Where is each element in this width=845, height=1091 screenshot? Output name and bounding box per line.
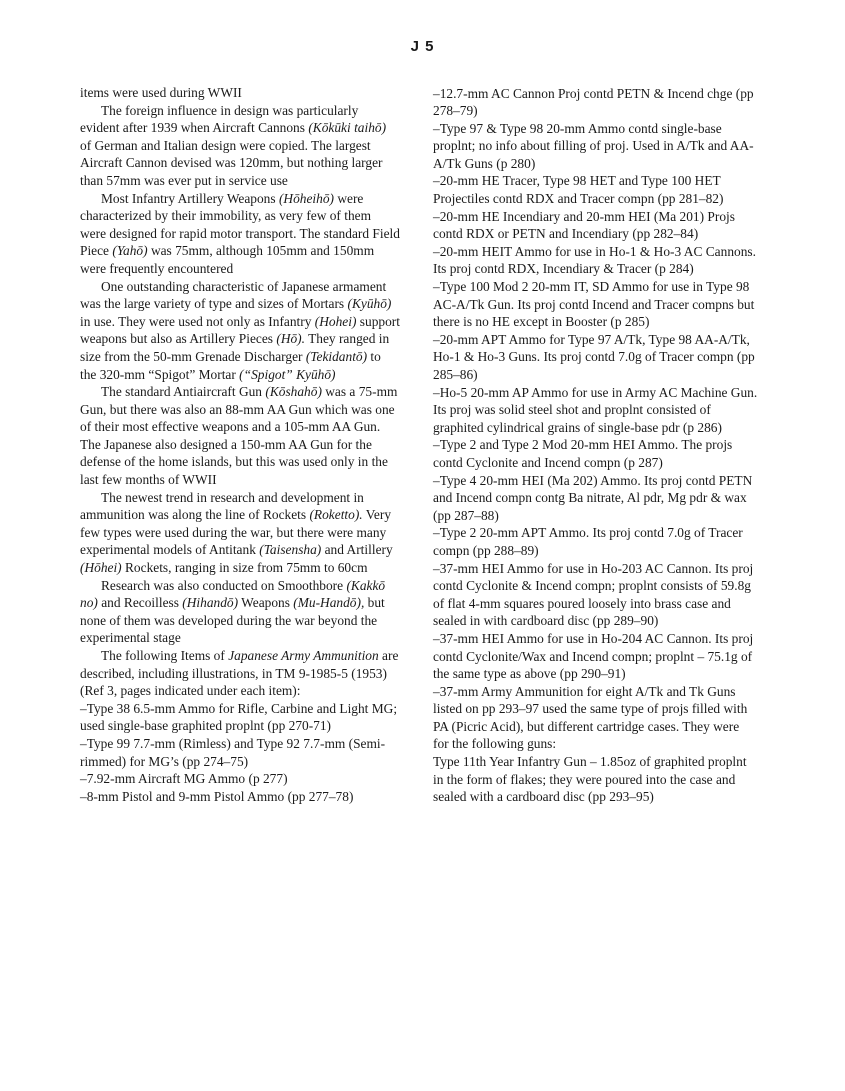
text-run: Research was also conducted on Smoothbore bbox=[101, 577, 347, 593]
text-run: in use. They were used not only as Infantry bbox=[80, 313, 315, 329]
italic-term: (Kōkūki taihō) bbox=[308, 120, 387, 136]
text-run: The following Items of bbox=[101, 648, 229, 663]
text-run: Type 11th Year Infantry Gun – 1.85oz of graphited proplnt in the form of flakes; they were poured into the case and sealed with a cardboard disc (pp 293–95) bbox=[433, 754, 747, 805]
italic-term: (Hōhei) bbox=[80, 560, 122, 576]
body-paragraph bbox=[80, 700, 400, 735]
italic-term: (Roketto). bbox=[309, 507, 363, 523]
text-run: support weapons but also as Artillery Pieces bbox=[80, 313, 400, 347]
italic-term: (Hō). bbox=[276, 331, 305, 347]
text-run: –20-mm APT Ammo for Type 97 A/Tk, Type 98 AA-A/Tk, Ho-1 & Ho-3 Guns. Its proj contd 7.0g of Tracer compn (pp 285–86) bbox=[433, 331, 755, 382]
text-run: Weapons bbox=[238, 595, 294, 611]
ammo-list-item bbox=[433, 436, 758, 471]
text-run: and Artillery bbox=[321, 542, 393, 558]
italic-term: (Yahō) bbox=[112, 243, 148, 259]
text-run: was a 75-mm Gun, but there was also an 88-mm AA Gun which was one of their most effective weapons and a 105-mm AA Gun. The Japanese also designed a 150-mm AA Gun for the defense of the home islands, but this was used only in the last few months of WWII bbox=[80, 384, 398, 488]
text-run: Rockets, ranging in size from 75mm to 60cm bbox=[121, 560, 368, 576]
italic-term: (Hōheihō) bbox=[278, 190, 334, 206]
italic-term: (Hohei) bbox=[314, 313, 357, 329]
body-paragraph bbox=[80, 647, 400, 700]
body-paragraph bbox=[80, 788, 400, 806]
text-run: –37-mm Army Ammunition for eight A/Tk and Tk Guns listed on pp 293–97 used the same type of projs filled with PA (Picric Acid), but different cartridge cases. They were for the following guns: bbox=[433, 683, 748, 752]
ammo-list-item bbox=[433, 472, 758, 525]
italic-term: (“Spigot” Kyūhō) bbox=[239, 366, 336, 382]
body-paragraph bbox=[80, 278, 400, 384]
text-run: –7.92-mm Aircraft MG Ammo (p 277) bbox=[80, 771, 288, 787]
ammo-list-item bbox=[433, 331, 758, 384]
body-paragraph bbox=[80, 735, 400, 770]
body-paragraph bbox=[80, 190, 400, 278]
ammo-list-item bbox=[433, 630, 758, 683]
ammo-list-item bbox=[433, 560, 758, 630]
ammo-list-item bbox=[433, 278, 758, 331]
italic-term: (Taisensha) bbox=[259, 542, 322, 558]
text-run: –8-mm Pistol and 9-mm Pistol Ammo (pp 277–78) bbox=[80, 788, 354, 804]
italic-term: (Kyūhō) bbox=[347, 296, 392, 312]
text-run: was 75mm, although 105mm and 150mm were frequently encountered bbox=[80, 243, 375, 276]
body-paragraph bbox=[80, 577, 400, 647]
text-run: One outstanding characteristic of Japanese armament was the large variety of type and sizes of Mortars bbox=[80, 278, 387, 312]
text-run: The foreign influence in design was particularly evident after 1939 when Aircraft Cannons bbox=[80, 102, 359, 136]
text-run: of German and Italian design were copied. The largest Aircraft Cannon devised was 120mm, but nothing larger than 57mm was ever put in service use bbox=[80, 137, 383, 188]
text-run: Very few types were used during the war, but there were many experimental models of Antitank bbox=[80, 507, 392, 558]
italic-term: (Hihandō) bbox=[182, 595, 239, 611]
text-run: The standard Antiaircraft Gun bbox=[101, 384, 266, 400]
text-run: –Type 99 7.7-mm (Rimless) and Type 92 7.7-mm (Semi-rimmed) for MG’s (pp 274–75) bbox=[80, 735, 386, 769]
ammo-list-item bbox=[433, 753, 758, 806]
text-run: They ranged in size from the 50-mm Grenade Discharger bbox=[80, 331, 390, 364]
text-run: –Type 97 & Type 98 20-mm Ammo contd single-base proplnt; no info about filling of proj. Used in A/Tk and AA-A/Tk Guns (p 280) bbox=[433, 120, 754, 171]
text-run: –Type 2 20-mm APT Ammo. Its proj contd 7.0g of Tracer compn (pp 288–89) bbox=[433, 525, 743, 558]
page-number: J 5 bbox=[410, 38, 435, 55]
ammo-list-item bbox=[433, 243, 758, 278]
italic-term: (Tekidantō) bbox=[305, 348, 368, 364]
ammo-list-item bbox=[433, 524, 758, 559]
italic-term: (Mu-Handō), bbox=[293, 595, 365, 611]
ammo-list-item bbox=[433, 120, 758, 173]
body-paragraph bbox=[80, 102, 400, 190]
body-paragraph bbox=[80, 84, 400, 102]
ammo-list-item bbox=[433, 172, 758, 207]
text-run: –Type 38 6.5-mm Ammo for Rifle, Carbine and Light MG; used single-base graphited proplnt (pp 270-71) bbox=[80, 700, 398, 734]
text-run: –12.7-mm AC Cannon Proj contd PETN & Incend chge (pp 278–79) bbox=[433, 85, 754, 119]
text-run: Most Infantry Artillery Weapons bbox=[101, 190, 279, 206]
text-run: –20-mm HE Tracer, Type 98 HET and Type 100 HET Projectiles contd RDX and Tracer compn (pp 281–82) bbox=[433, 173, 724, 207]
text-run: –20-mm HEIT Ammo for use in Ho-1 & Ho-3 AC Cannons. Its proj contd RDX, Incendiary & Tracer (p 284) bbox=[433, 243, 756, 277]
italic-term: (Kakkō no) bbox=[80, 577, 386, 611]
italic-term: Japanese Army Ammunition bbox=[228, 648, 379, 663]
ammo-list-item bbox=[433, 384, 758, 437]
body-paragraph bbox=[80, 383, 400, 489]
right-column bbox=[433, 84, 758, 806]
text-run: to the 320-mm “Spigot” Mortar bbox=[80, 348, 381, 382]
text-run: items were used during WWII bbox=[80, 85, 242, 100]
text-run: and Recoilless bbox=[97, 595, 183, 611]
ammo-list-item bbox=[433, 85, 758, 120]
text-run: –Type 2 and Type 2 Mod 20-mm HEI Ammo. The projs contd Cyclonite and Incend compn (p 287) bbox=[433, 437, 733, 470]
text-run: –37-mm HEI Ammo for use in Ho-204 AC Cannon. Its proj contd Cyclonite/Wax and Incend compn; proplnt – 75.1g of the same type as above (pp 290–91) bbox=[433, 630, 754, 682]
text-run: were characterized by their immobility, as very few of them were designed for rapid motor transport. The standard Field Piece bbox=[80, 190, 400, 259]
text-run: –Type 100 Mod 2 20-mm IT, SD Ammo for use in Type 98 AC-A/Tk Gun. Its proj contd Incend and Tracer compns but there is no HE except in Booster (p 285) bbox=[433, 279, 755, 330]
text-run: are described, including illustrations, in TM 9-1985-5 (1953) (Ref 3, pages indicated under each item): bbox=[80, 648, 399, 699]
italic-term: (Kōshahō) bbox=[265, 384, 322, 400]
ammo-list-item bbox=[433, 683, 758, 753]
ammo-list-item bbox=[433, 208, 758, 243]
body-paragraph bbox=[80, 770, 400, 788]
text-run: –20-mm HE Incendiary and 20-mm HEI (Ma 201) Projs contd RDX or PETN and Incendiary (pp 282–84) bbox=[433, 208, 735, 242]
text-run: –Type 4 20-mm HEI (Ma 202) Ammo. Its proj contd PETN and Incend compn contg Ba nitrate, Al pdr, Mg pdr & wax (pp 287–88) bbox=[433, 472, 753, 523]
text-run: –Ho-5 20-mm AP Ammo for use in Army AC Machine Gun. Its proj was solid steel shot and proplnt consisted of graphited cylindrical grains of single-base pdr (p 286) bbox=[433, 384, 758, 435]
body-paragraph bbox=[80, 489, 400, 577]
text-run: –37-mm HEI Ammo for use in Ho-203 AC Cannon. Its proj contd Cyclonite & Incend compn; proplnt consists of 59.8g of flat 4-mm squares poured loosely into brass case and sealed in with cardboard disc (pp 289–90) bbox=[433, 560, 754, 629]
text-run: The newest trend in research and development in ammunition was along the line of Rockets bbox=[80, 489, 364, 523]
text-run: but none of them was developed during the war beyond the experimental stage bbox=[80, 595, 385, 646]
left-column bbox=[80, 84, 400, 805]
